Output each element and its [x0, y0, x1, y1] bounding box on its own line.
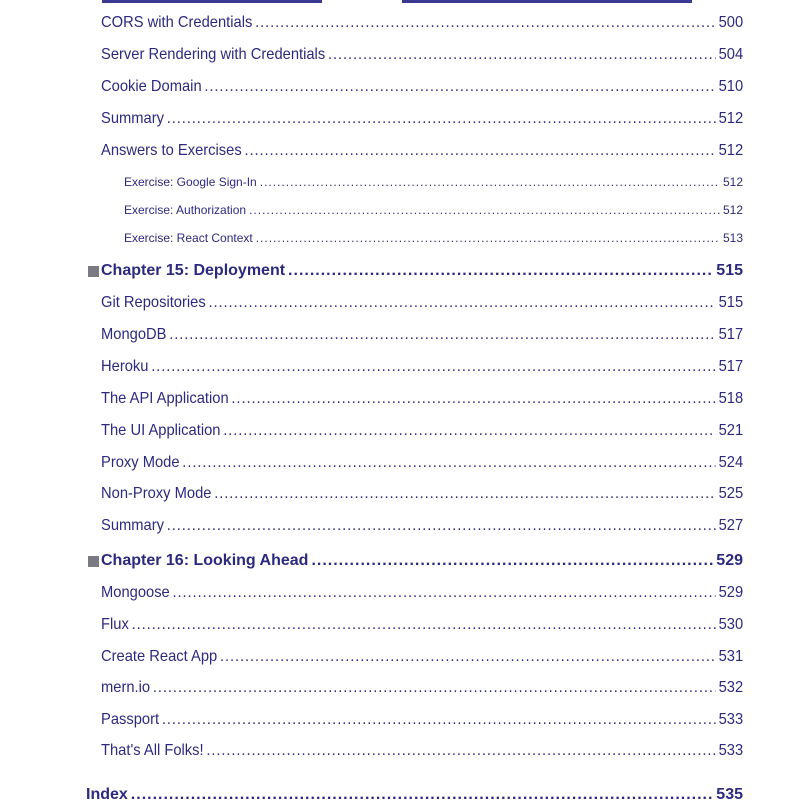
- toc-entry-page: 521: [718, 422, 744, 439]
- toc-entry-title: Summary: [101, 517, 164, 534]
- dot-leader: [167, 110, 716, 128]
- toc-entry-page: 512: [722, 175, 743, 189]
- dot-leader: [167, 517, 716, 535]
- dot-leader: [311, 552, 713, 570]
- toc-subentry[interactable]: [124, 175, 743, 189]
- toc-entry[interactable]: [101, 742, 743, 760]
- toc-entry-page: 533: [718, 711, 744, 728]
- toc-entry-title: Proxy Mode: [101, 454, 180, 471]
- toc-entry-page: 512: [718, 110, 744, 127]
- toc-entry[interactable]: [101, 584, 743, 602]
- toc-entry[interactable]: [101, 711, 743, 729]
- toc-entry[interactable]: [101, 422, 743, 440]
- toc-entry-page: 524: [718, 454, 744, 471]
- toc-entry-page: 504: [718, 46, 744, 63]
- toc-subentry[interactable]: [124, 203, 743, 217]
- toc-entry-title: CORS with Credentials: [101, 14, 253, 31]
- dot-leader: [182, 454, 716, 472]
- toc-entry[interactable]: [101, 78, 743, 96]
- dot-leader: [169, 326, 716, 344]
- toc-entry-page: 517: [718, 358, 744, 375]
- toc-entry-title: The API Application: [101, 390, 229, 407]
- toc-subentry[interactable]: [124, 231, 743, 245]
- toc-entry-page: 512: [722, 203, 743, 217]
- toc-entry-title: Git Repositories: [101, 294, 206, 311]
- dot-leader: [208, 294, 715, 312]
- dot-leader: [288, 262, 713, 280]
- toc-entry-page: 513: [722, 231, 743, 245]
- toc-entry-page: 515: [718, 294, 744, 311]
- toc-chapter-page: 529: [716, 552, 743, 569]
- toc-chapter[interactable]: [88, 262, 743, 280]
- toc-entry-page: 510: [718, 78, 744, 95]
- dot-leader: [214, 485, 716, 503]
- toc-chapter[interactable]: [88, 552, 743, 570]
- dot-leader: [132, 616, 716, 634]
- dot-leader: [260, 175, 720, 189]
- chapter-square-icon: [88, 556, 99, 567]
- toc-entry-title: Create React App: [101, 648, 218, 665]
- toc-entry-page: 500: [718, 14, 744, 31]
- toc-entry[interactable]: [101, 14, 743, 32]
- toc-entry[interactable]: [101, 294, 743, 312]
- toc-entry[interactable]: [101, 358, 743, 376]
- toc-index-entry[interactable]: [86, 786, 743, 800]
- toc-entry-title: Non-Proxy Mode: [101, 485, 212, 502]
- dot-leader: [220, 648, 716, 666]
- toc-entry[interactable]: [101, 390, 743, 408]
- dot-leader: [328, 46, 716, 64]
- dot-leader: [162, 711, 716, 729]
- toc-entry-title: Exercise: React Context: [124, 231, 253, 245]
- toc-entry-title: Exercise: Authorization: [124, 203, 247, 217]
- toc-entry[interactable]: [101, 616, 743, 634]
- toc-entry[interactable]: [101, 517, 743, 535]
- chapter-square-icon: [88, 266, 99, 277]
- toc-entry-title: The UI Application: [101, 422, 221, 439]
- toc-entry[interactable]: [101, 454, 743, 472]
- toc-index-title: Index: [86, 786, 128, 800]
- dot-leader: [256, 231, 720, 245]
- toc-entry-page: 527: [718, 517, 744, 534]
- dot-leader: [255, 14, 716, 32]
- toc-entry-title: Cookie Domain: [101, 78, 202, 95]
- toc-entry-page: 531: [718, 648, 744, 665]
- toc-entry-title: Summary: [101, 110, 164, 127]
- toc-entry-page: 512: [718, 142, 744, 159]
- dot-leader: [153, 679, 716, 697]
- dot-leader: [223, 422, 716, 440]
- toc-entry-title: Passport: [101, 711, 160, 728]
- dot-leader: [173, 584, 716, 602]
- toc-entry[interactable]: [101, 110, 743, 128]
- toc-entry[interactable]: [101, 485, 743, 503]
- toc-entry-title: Answers to Exercises: [101, 142, 242, 159]
- toc-chapter-page: 515: [716, 262, 743, 279]
- toc-chapter-title: Chapter 15: Deployment: [101, 262, 286, 279]
- toc-entry-title: Mongoose: [101, 584, 170, 601]
- toc-entry[interactable]: [101, 648, 743, 666]
- toc-entry-page: 533: [718, 742, 744, 759]
- toc-entry-title: Server Rendering with Credentials: [101, 46, 326, 63]
- dot-leader: [151, 358, 716, 376]
- toc-entry-title: MongoDB: [101, 326, 167, 343]
- dot-leader: [131, 786, 714, 800]
- toc-entry[interactable]: [101, 326, 743, 344]
- toc-entry[interactable]: [101, 46, 743, 64]
- toc-entry-page: 530: [718, 616, 744, 633]
- toc-index-page: 535: [716, 786, 743, 800]
- toc-entry[interactable]: [101, 679, 743, 697]
- toc-entry-page: 525: [718, 485, 744, 502]
- toc-entry-title: mern.io: [101, 679, 151, 696]
- toc-entry-title: Heroku: [101, 358, 149, 375]
- dot-leader: [244, 142, 715, 160]
- toc-entry-page: 517: [718, 326, 744, 343]
- toc-entry-title: That's All Folks!: [101, 742, 204, 759]
- dot-leader: [206, 742, 715, 760]
- toc-entry-title: Flux: [101, 616, 129, 633]
- cut-off-previous-line: [102, 0, 700, 3]
- toc-entry-page: 518: [718, 390, 744, 407]
- toc-chapter-title: Chapter 16: Looking Ahead: [101, 552, 309, 569]
- toc-entry-page: 532: [718, 679, 744, 696]
- dot-leader: [249, 203, 720, 217]
- dot-leader: [204, 78, 715, 96]
- toc-entry-title: Exercise: Google Sign-In: [124, 175, 257, 189]
- toc-entry-page: 529: [718, 584, 744, 601]
- toc-entry[interactable]: [101, 142, 743, 160]
- dot-leader: [231, 390, 715, 408]
